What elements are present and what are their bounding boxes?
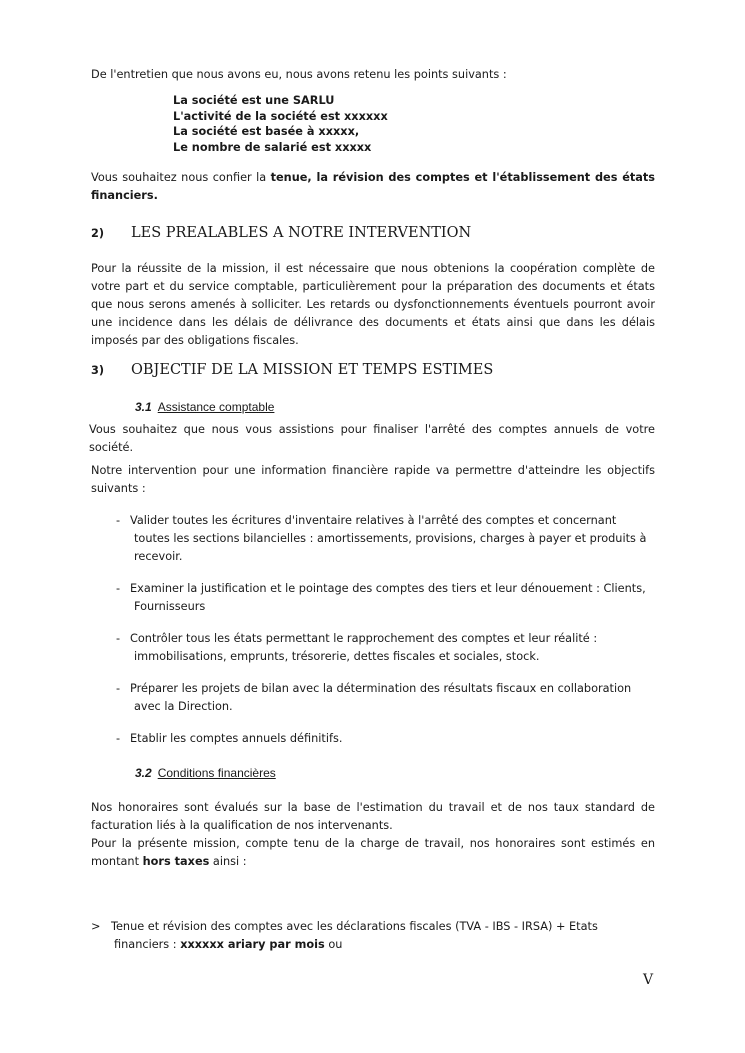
subsection-3-1-p2: Notre intervention pour une information financière rapide va permettre d'atteindre les objectifs suivants : [91, 464, 655, 495]
list-item: - Préparer les projets de bilan avec la détermination des résultats fiscaux en collaboration avec la Direction. [116, 682, 632, 713]
section-number: 2) [91, 227, 105, 240]
section-3-heading [91, 362, 493, 378]
section-title: LES PREALABLES A NOTRE INTERVENTION [131, 225, 472, 241]
section-2-heading [91, 225, 471, 241]
subsection-title: Conditions financières [157, 766, 276, 780]
subsection-title: Assistance comptable [157, 400, 275, 414]
section-2-body: Pour la réussite de la mission, il est nécessaire que nous obtenions la coopération complète de votre part et du service comptable, particulièrement pour la préparation des documents et états que nous serons amenés à solliciter. Les retards ou dysfonctionnements éventuels pourront avoir une incidence dans les délais de délivrance des documents et états ainsi que dans les délais imposés par des obligations fiscales. [91, 262, 655, 347]
point-item: L'activité de la société est xxxxxx [173, 110, 388, 123]
list-item: - Etablir les comptes annuels définitifs. [116, 730, 656, 748]
subsection-number: 3.2 [135, 766, 152, 780]
subsection-number: 3.1 [135, 400, 152, 414]
subsection-3-2-p2: Pour la présente mission, compte tenu de la charge de travail, nos honoraires sont estimés en montant hors taxes ainsi : [91, 837, 655, 868]
fee-item: > Tenue et révision des comptes avec les déclarations fiscales (TVA - IBS - IRSA) + Etats financiers : xxxxxx ariary par mois ou [91, 920, 598, 951]
dash-marker: - [116, 582, 121, 595]
list-item: - Contrôler tous les états permettant le rapprochement des comptes et leur réalité : immobilisations, emprunts, trésorerie, dettes fiscales et sociales, stock. [116, 632, 598, 663]
dash-marker: - [116, 682, 121, 695]
confier-paragraph: Vous souhaitez nous confier la tenue, la révision des comptes et l'établissement des états financiers. [91, 171, 656, 202]
page-number: V [643, 972, 654, 988]
intro-text: De l'entretien que nous avons eu, nous avons retenu les points suivants : [91, 68, 507, 81]
subsection-3-2-p1: Nos honoraires sont évalués sur la base de l'estimation du travail et de nos taux standard de facturation liés à la qualification de nos intervenants. [91, 801, 655, 832]
dash-marker: - [116, 514, 121, 527]
list-item: - Examiner la justification et le pointage des comptes des tiers et leur dénouement : Clients, Fournisseurs [116, 582, 646, 613]
arrow-marker: > [91, 920, 101, 933]
section-title: OBJECTIF DE LA MISSION ET TEMPS ESTIMES [131, 362, 494, 378]
dash-marker: - [116, 732, 121, 745]
subsection-3-2-heading [135, 766, 276, 780]
dash-marker: - [116, 632, 121, 645]
point-item: Le nombre de salarié est xxxxx [173, 141, 372, 154]
subsection-3-1-heading [135, 400, 274, 414]
point-item: La société est une SARLU [173, 94, 335, 107]
point-item: La société est basée à xxxxx, [173, 125, 360, 138]
subsection-3-1-p1: Vous souhaitez que nous vous assistions pour finaliser l'arrêté des comptes annuels de votre société. [89, 423, 655, 454]
list-item: - Valider toutes les écritures d'inventaire relatives à l'arrêté des comptes et concernant toutes les sections bilancielles : amortissements, provisions, charges à payer et produits à recevoir. [116, 514, 647, 563]
section-number: 3) [91, 364, 105, 377]
